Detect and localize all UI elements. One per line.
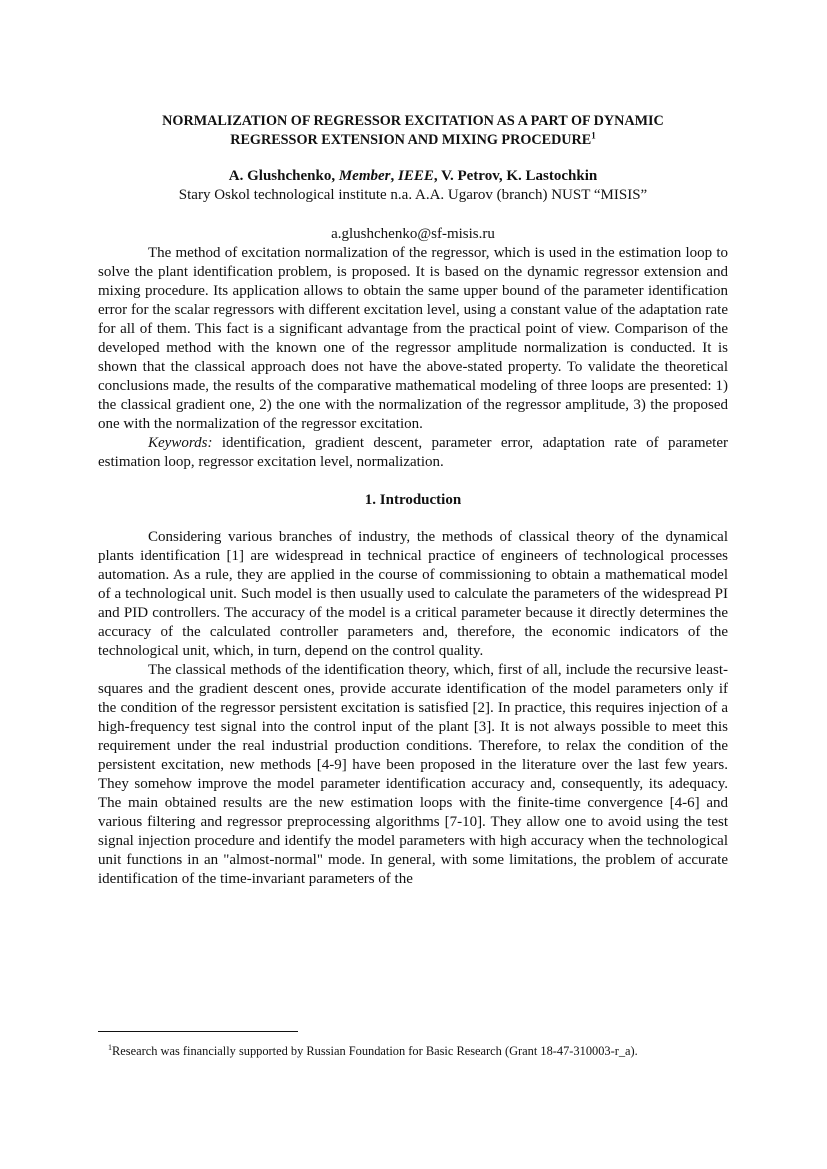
intro-paragraph-1: Considering various branches of industry, the methods of classical theory of the dynamical plants identification [1] are widespread in technical practice of engineers of technological processes automation. As a rule, they are applied in the course of commissioning to obtain a mathematical model of a technological unit. Such model is then usually used to calculate the parameters of the widespread PI and PID controllers. The accuracy of the model is a critical parameter because it directly determines the accuracy of the calculated controller parameters and, therefore, the economic indicators of the technological unit, which, in turn, depend on the control quality.	[98, 529, 728, 659]
author-list	[98, 167, 728, 186]
affiliation: Stary Oskol technological institute n.a. A.A. Ugarov (branch) NUST “MISIS”	[178, 187, 648, 203]
paper-title	[98, 112, 728, 150]
author-email: a.glushchenko@sf-misis.ru	[331, 226, 495, 242]
intro-paragraph-2: The classical methods of the identification theory, which, first of all, include the recursive least-squares and the gradient descent ones, provide accurate identification of the model parameters only if the condition of the regressor persistent excitation is satisfied [2]. In practice, this requires injection of a high-frequency test signal into the control input of the plant [3]. It is not always possible to meet this requirement under the real industrial production conditions. Therefore, to relax the condition of the persistent excitation, new methods [4-9] have been proposed in the literature over the last few years. They somehow improve the model parameter identification accuracy and, consequently, its adequacy. The main obtained results are the new estimation loops with the finite-time convergence [4-6] and various filtering and regressor preprocessing algorithms [7-10]. They allow one to avoid using the test signal injection procedure and identify the model parameters with high accuracy when the technological unit functions in an "almost-normal" mode. In general, with some limitations, the problem of accurate identification of the time-invariant parameters of the	[98, 662, 728, 887]
author-sep: ,	[390, 168, 398, 184]
author-member: Member	[338, 168, 391, 184]
keywords-label: Keywords:	[148, 435, 213, 451]
section-heading-introduction: 1. Introduction	[364, 492, 462, 508]
title-line-2-text: REGRESSOR EXTENSION AND MIXING PROCEDURE	[230, 132, 592, 148]
title-line-2	[98, 131, 728, 150]
footnote-mark: 1	[108, 1042, 112, 1052]
author-first: A. Glushchenko,	[228, 168, 339, 184]
keywords	[98, 434, 728, 472]
title-footnote-mark: 1	[591, 130, 596, 141]
footnote-text: Research was financially supported by Russian Foundation for Basic Research (Grant 18-47-310003-r_a).	[112, 1044, 638, 1058]
footnote	[98, 1043, 728, 1059]
title-line-1: NORMALIZATION OF REGRESSOR EXCITATION AS A PART OF DYNAMIC	[162, 113, 664, 129]
author-ieee: IEEE	[398, 168, 434, 184]
footnote-divider	[98, 1031, 298, 1032]
abstract: The method of excitation normalization of the regressor, which is used in the estimation loop to solve the plant identification problem, is proposed. It is based on the dynamic regressor extension and mixing procedure. Its application allows to obtain the same upper bound of the parameter identification error for the scalar regressors with different excitation level, using a constant value of the adaptation rate for all of them. This fact is a significant advantage from the practical point of view. Comparison of the developed method with the known one of the regressor amplitude normalization is conducted. It is shown that the classical approach does not have the above-stated property. To validate the theoretical conclusions made, the results of the comparative mathematical modeling of three loops are presented: 1) the classical gradient one, 2) the one with the normalization of the regressor amplitude, 3) the proposed one with the normalization of the regressor excitation.	[98, 245, 728, 432]
author-rest: , V. Petrov, K. Lastochkin	[433, 168, 598, 184]
paper-page	[98, 112, 728, 889]
keywords-text: identification, gradient descent, parameter error, adaptation rate of parameter estimation loop, regressor excitation level, normalization.	[98, 435, 728, 470]
